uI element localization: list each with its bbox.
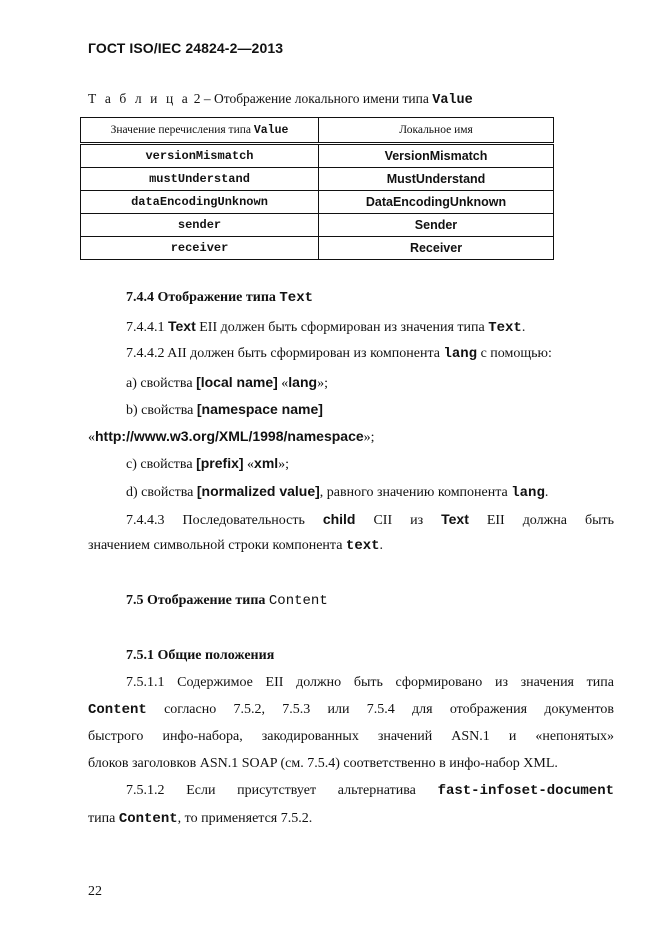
paragraph-7-5-1-2-line2 — [88, 811, 312, 827]
para-num: 7.4.4.1 — [126, 320, 168, 335]
table-caption — [88, 91, 473, 108]
row-value: sender — [81, 214, 319, 237]
section-7-4-4-heading — [126, 290, 313, 306]
bold-term: [prefix] — [196, 455, 244, 471]
code-term: lang — [511, 485, 545, 501]
table-row — [81, 191, 554, 214]
table-row — [81, 168, 554, 191]
para-text: с помощью: — [477, 346, 552, 361]
item-text: »; — [363, 430, 375, 445]
row-value: versionMismatch — [81, 144, 319, 168]
para-text: 7.5.1.2 Если присутствует альтернатива — [126, 783, 438, 798]
list-item-d — [126, 483, 548, 501]
para-text: типа — [88, 811, 119, 826]
code-term: Text — [488, 320, 522, 336]
item-text: « — [243, 457, 255, 472]
code-term: text — [345, 538, 380, 554]
paragraph-7-5-1-1-line3: быстрого инфо-набора, закодированных значений ASN.1 и «непонятых» — [88, 729, 614, 744]
bold-term: [local name] — [196, 374, 278, 390]
mapping-table — [80, 117, 554, 260]
paragraph-7-4-4-3 — [126, 511, 614, 529]
table-row — [81, 214, 554, 237]
col1-header-text: Значение перечисления типа — [110, 123, 254, 136]
item-text: c) свойства — [126, 457, 197, 472]
document-header: ГОСТ ISO/IEC 24824-2—2013 — [88, 40, 284, 56]
para-end: , то применяется 7.5.2. — [177, 811, 313, 826]
row-name: Sender — [319, 214, 554, 237]
item-text: a) свойства — [126, 376, 197, 391]
col1-header-code: Value — [253, 123, 289, 137]
caption-code: Value — [432, 93, 473, 108]
item-text: »; — [317, 376, 328, 391]
paragraph-7-4-4-1 — [126, 318, 525, 336]
row-value: dataEncodingUnknown — [81, 191, 319, 214]
code-term: lang — [443, 346, 478, 362]
heading-text: 7.5 Отображение типа — [126, 593, 269, 608]
para-end: . — [521, 320, 526, 335]
item-text: , равного значению компонента — [319, 485, 512, 500]
item-text: « — [277, 376, 289, 391]
para-text: согласно 7.5.2, 7.5.3 или 7.5.4 для отображения документов — [146, 702, 614, 717]
bold-term: [normalized value] — [196, 483, 320, 499]
list-item-b — [126, 401, 323, 419]
list-item-b-continuation — [88, 428, 375, 446]
table-header-row — [81, 118, 554, 144]
heading-code: Content — [268, 593, 328, 609]
list-item-c — [126, 455, 289, 473]
item-text: . — [544, 485, 549, 500]
col1-header — [81, 118, 319, 144]
row-name: VersionMismatch — [319, 144, 554, 168]
list-item-a — [126, 374, 328, 392]
para-text: EII должен быть сформирован из значения типа — [195, 320, 489, 335]
para-text: EII должна быть — [468, 513, 615, 528]
para-end: . — [379, 538, 384, 553]
row-name: DataEncodingUnknown — [319, 191, 554, 214]
para-text: 7.4.4.3 Последовательность — [126, 513, 323, 528]
heading-text: 7.4.4 Отображение типа — [126, 290, 280, 305]
namespace-uri: http://www.w3.org/XML/1998/namespace — [95, 428, 364, 444]
table-row — [81, 237, 554, 260]
row-name: MustUnderstand — [319, 168, 554, 191]
item-text: »; — [278, 457, 290, 472]
code-term: Content — [88, 702, 147, 718]
bold-term: child — [322, 511, 356, 527]
para-text: CII из — [355, 513, 442, 528]
item-text: b) свойства — [126, 403, 197, 418]
item-text: « — [88, 430, 95, 445]
paragraph-7-5-1-1-line2 — [88, 702, 614, 718]
bold-term: [namespace name] — [196, 401, 323, 417]
paragraph-7-4-4-2 — [126, 346, 552, 362]
heading-code: Text — [279, 290, 314, 306]
col2-header: Локальное имя — [319, 118, 554, 144]
paragraph-7-5-1-1-line4: блоков заголовков ASN.1 SOAP (см. 7.5.4) соответственно в инфо-набор XML. — [88, 756, 558, 771]
table-row — [81, 144, 554, 168]
para-text: значением символьной строки компонента — [88, 538, 346, 553]
caption-label: Т а б л и ц а — [88, 91, 191, 106]
code-term: Content — [118, 811, 178, 827]
paragraph-7-4-4-3-line2 — [88, 538, 383, 554]
bold-term: Text — [441, 511, 469, 527]
row-name: Receiver — [319, 237, 554, 260]
paragraph-7-5-1-1-line1: 7.5.1.1 Содержимое EII должно быть сформировано из значения типа — [126, 675, 614, 690]
paragraph-7-5-1-2-line1 — [126, 783, 614, 799]
section-7-5-heading — [126, 593, 328, 609]
item-text: d) свойства — [126, 485, 197, 500]
row-value: mustUnderstand — [81, 168, 319, 191]
section-7-5-1-heading: 7.5.1 Общие положения — [126, 648, 275, 663]
caption-text: 2 – Отображение локального имени типа — [190, 91, 433, 106]
bold-term: xml — [254, 455, 279, 471]
code-term: fast-infoset-document — [437, 783, 614, 799]
para-text: 7.4.4.2 AII должен быть сформирован из компонента — [126, 346, 444, 361]
row-value: receiver — [81, 237, 319, 260]
bold-term: Text — [168, 318, 196, 334]
page-number: 22 — [88, 884, 102, 899]
bold-term: lang — [288, 374, 318, 390]
